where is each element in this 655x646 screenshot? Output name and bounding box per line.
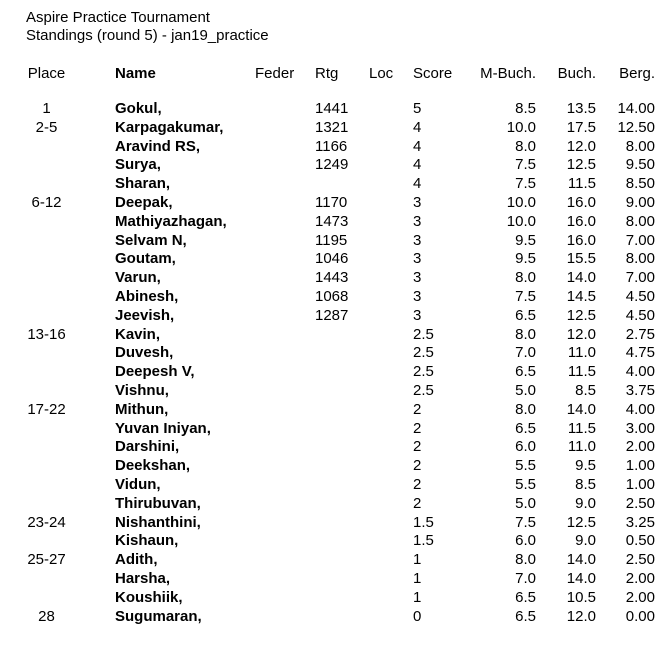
federation-cell <box>255 476 315 495</box>
local-rating-cell <box>369 344 413 363</box>
rating-cell: 1068 <box>315 287 349 305</box>
buchholz-cell: 16.0 <box>566 212 596 230</box>
score-cell: 3 <box>413 250 422 268</box>
federation-cell <box>255 401 315 420</box>
federation-cell <box>255 326 315 345</box>
buchholz-cell: 14.0 <box>566 569 596 587</box>
table-row <box>0 138 655 157</box>
local-rating-cell <box>369 326 413 345</box>
player-name-cell: Harsha, <box>115 569 171 587</box>
median-buchholz-cell: 5.5 <box>515 475 536 493</box>
column-header-berg: Berg. <box>619 65 655 82</box>
local-rating-cell <box>369 250 413 269</box>
place-cell: 23-24 <box>27 513 66 531</box>
buchholz-cell: 14.0 <box>566 551 596 569</box>
berger-cell: 0.00 <box>625 607 655 625</box>
federation-cell <box>255 269 315 288</box>
score-cell: 2.5 <box>413 381 434 399</box>
place-cell <box>0 250 115 269</box>
median-buchholz-cell: 7.0 <box>515 344 536 362</box>
federation-cell <box>255 100 315 119</box>
median-buchholz-cell: 6.5 <box>515 607 536 625</box>
median-buchholz-cell: 6.5 <box>515 363 536 381</box>
rating-cell: 1249 <box>315 156 349 174</box>
federation-cell <box>255 551 315 570</box>
federation-cell <box>255 608 315 627</box>
score-cell: 3 <box>413 212 422 230</box>
table-row <box>0 288 655 307</box>
place-cell <box>0 570 115 589</box>
place-cell <box>0 344 115 363</box>
table-row <box>0 476 655 495</box>
rating-cell <box>315 589 369 608</box>
score-cell: 1 <box>413 588 422 606</box>
place-cell: 6-12 <box>31 193 62 211</box>
berger-cell: 3.75 <box>625 381 655 399</box>
table-row <box>0 589 655 608</box>
place-cell: 17-22 <box>27 400 66 418</box>
score-cell: 1.5 <box>413 513 434 531</box>
berger-cell: 0.50 <box>625 532 655 550</box>
column-header-mbuch: M-Buch. <box>480 65 536 82</box>
table-row <box>0 495 655 514</box>
local-rating-cell <box>369 363 413 382</box>
buchholz-cell: 12.0 <box>566 607 596 625</box>
berger-cell: 8.00 <box>625 137 655 155</box>
rating-cell <box>315 457 369 476</box>
place-cell <box>0 288 115 307</box>
place-cell <box>0 476 115 495</box>
place-cell: 1 <box>42 100 51 117</box>
median-buchholz-cell: 7.5 <box>515 156 536 174</box>
place-cell <box>0 457 115 476</box>
score-cell: 0 <box>413 607 422 625</box>
table-header-row <box>0 63 655 85</box>
federation-cell <box>255 156 315 175</box>
standings-table <box>0 63 655 626</box>
place-cell <box>0 589 115 608</box>
score-cell: 2.5 <box>413 344 434 362</box>
table-row <box>0 344 655 363</box>
player-name-cell: Koushiik, <box>115 588 183 606</box>
player-name-cell: Kishaun, <box>115 532 179 550</box>
buchholz-cell: 15.5 <box>566 250 596 268</box>
median-buchholz-cell: 7.0 <box>515 569 536 587</box>
berger-cell: 2.00 <box>625 569 655 587</box>
local-rating-cell <box>369 194 413 213</box>
place-cell <box>0 363 115 382</box>
federation-cell <box>255 514 315 533</box>
player-name-cell: Deepak, <box>115 193 173 211</box>
score-cell: 1.5 <box>413 532 434 550</box>
player-name-cell: Sharan, <box>115 175 171 193</box>
score-cell: 4 <box>413 137 422 155</box>
player-name-cell: Deepesh V, <box>115 363 195 381</box>
local-rating-cell <box>369 495 413 514</box>
buchholz-cell: 9.0 <box>575 532 596 550</box>
player-name-cell: Aravind RS, <box>115 137 201 155</box>
table-row <box>0 100 655 119</box>
rating-cell <box>315 175 369 194</box>
rating-cell <box>315 551 369 570</box>
score-cell: 1 <box>413 569 422 587</box>
federation-cell <box>255 420 315 439</box>
rating-cell <box>315 570 369 589</box>
median-buchholz-cell: 7.5 <box>515 513 536 531</box>
buchholz-cell: 14.0 <box>566 400 596 418</box>
rating-cell <box>315 401 369 420</box>
buchholz-cell: 8.5 <box>575 475 596 493</box>
local-rating-cell <box>369 608 413 627</box>
score-cell: 2 <box>413 494 422 512</box>
local-rating-cell <box>369 382 413 401</box>
median-buchholz-cell: 5.5 <box>515 457 536 475</box>
rating-cell: 1195 <box>315 231 348 249</box>
rating-cell <box>315 420 369 439</box>
rating-cell <box>315 476 369 495</box>
buchholz-cell: 9.5 <box>575 457 596 475</box>
buchholz-cell: 12.5 <box>566 156 596 174</box>
berger-cell: 2.00 <box>625 588 655 606</box>
table-row <box>0 514 655 533</box>
player-name-cell: Gokul, <box>115 100 162 117</box>
player-name-cell: Deekshan, <box>115 457 191 475</box>
rating-cell <box>315 514 369 533</box>
median-buchholz-cell: 7.5 <box>515 175 536 193</box>
federation-cell <box>255 232 315 251</box>
federation-cell <box>255 288 315 307</box>
column-header-rtg: Rtg <box>315 65 339 82</box>
median-buchholz-cell: 8.0 <box>515 325 536 343</box>
rating-cell <box>315 326 369 345</box>
player-name-cell: Surya, <box>115 156 161 174</box>
player-name-cell: Darshini, <box>115 438 180 456</box>
score-cell: 2.5 <box>413 363 434 381</box>
table-row <box>0 307 655 326</box>
median-buchholz-cell: 6.5 <box>515 306 536 324</box>
local-rating-cell <box>369 100 413 119</box>
berger-cell: 2.00 <box>625 438 655 456</box>
table-row <box>0 156 655 175</box>
score-cell: 1 <box>413 551 422 569</box>
score-cell: 4 <box>413 118 422 136</box>
rating-cell: 1170 <box>315 193 348 211</box>
median-buchholz-cell: 8.0 <box>515 551 536 569</box>
local-rating-cell <box>369 156 413 175</box>
median-buchholz-cell: 6.0 <box>515 532 536 550</box>
rating-cell: 1441 <box>315 100 349 117</box>
berger-cell: 7.00 <box>625 231 655 249</box>
median-buchholz-cell: 9.5 <box>515 250 536 268</box>
rating-cell <box>315 344 369 363</box>
federation-cell <box>255 194 315 213</box>
header-spacer <box>0 85 655 100</box>
rating-cell: 1287 <box>315 306 349 324</box>
local-rating-cell <box>369 288 413 307</box>
place-cell <box>0 495 115 514</box>
player-name-cell: Goutam, <box>115 250 176 268</box>
federation-cell <box>255 532 315 551</box>
player-name-cell: Varun, <box>115 269 161 287</box>
federation-cell <box>255 457 315 476</box>
table-row <box>0 608 655 627</box>
place-cell <box>0 269 115 288</box>
player-name-cell: Vishnu, <box>115 381 169 399</box>
player-name-cell: Karpagakumar, <box>115 118 224 136</box>
berger-cell: 7.00 <box>625 269 655 287</box>
local-rating-cell <box>369 551 413 570</box>
federation-cell <box>255 138 315 157</box>
median-buchholz-cell: 8.5 <box>515 100 536 117</box>
median-buchholz-cell: 6.5 <box>515 588 536 606</box>
score-cell: 2 <box>413 419 422 437</box>
buchholz-cell: 13.5 <box>566 100 596 117</box>
buchholz-cell: 12.5 <box>566 306 596 324</box>
score-cell: 3 <box>413 193 422 211</box>
berger-cell: 4.75 <box>625 344 655 362</box>
federation-cell <box>255 438 315 457</box>
median-buchholz-cell: 9.5 <box>515 231 536 249</box>
median-buchholz-cell: 8.0 <box>515 400 536 418</box>
berger-cell: 2.50 <box>625 494 655 512</box>
buchholz-cell: 11.5 <box>567 363 596 381</box>
score-cell: 4 <box>413 175 422 193</box>
federation-cell <box>255 589 315 608</box>
local-rating-cell <box>369 589 413 608</box>
table-row <box>0 551 655 570</box>
standings-body <box>0 85 655 626</box>
berger-cell: 4.00 <box>625 400 655 418</box>
berger-cell: 2.50 <box>625 551 655 569</box>
buchholz-cell: 14.0 <box>566 269 596 287</box>
player-name-cell: Mithun, <box>115 400 169 418</box>
berger-cell: 8.00 <box>625 212 655 230</box>
buchholz-cell: 12.0 <box>566 325 596 343</box>
buchholz-cell: 12.0 <box>566 137 596 155</box>
score-cell: 5 <box>413 100 422 117</box>
federation-cell <box>255 495 315 514</box>
rating-cell: 1166 <box>315 137 348 155</box>
median-buchholz-cell: 8.0 <box>515 137 536 155</box>
report-header <box>26 9 269 45</box>
rating-cell <box>315 495 369 514</box>
score-cell: 2.5 <box>413 325 434 343</box>
federation-cell <box>255 363 315 382</box>
buchholz-cell: 12.5 <box>566 513 596 531</box>
player-name-cell: Jeevish, <box>115 306 175 324</box>
table-row <box>0 250 655 269</box>
score-cell: 2 <box>413 475 422 493</box>
player-name-cell: Vidun, <box>115 475 161 493</box>
local-rating-cell <box>369 438 413 457</box>
column-header-buch: Buch. <box>557 65 596 82</box>
column-header-place: Place <box>27 65 66 82</box>
table-row <box>0 457 655 476</box>
table-row <box>0 119 655 138</box>
rating-cell <box>315 363 369 382</box>
place-cell <box>0 382 115 401</box>
buchholz-cell: 11.0 <box>567 344 596 362</box>
buchholz-cell: 16.0 <box>566 231 596 249</box>
player-name-cell: Yuvan Iniyan, <box>115 419 211 437</box>
local-rating-cell <box>369 401 413 420</box>
buchholz-cell: 9.0 <box>575 494 596 512</box>
player-name-cell: Adith, <box>115 551 158 569</box>
berger-cell: 1.00 <box>625 457 655 475</box>
median-buchholz-cell: 10.0 <box>506 193 536 211</box>
rating-cell <box>315 608 369 627</box>
place-cell <box>0 138 115 157</box>
buchholz-cell: 17.5 <box>566 118 596 136</box>
local-rating-cell <box>369 213 413 232</box>
column-header-feder: Feder <box>255 65 295 82</box>
buchholz-cell: 8.5 <box>575 381 596 399</box>
table-row <box>0 232 655 251</box>
local-rating-cell <box>369 138 413 157</box>
table-row <box>0 326 655 345</box>
tournament-title: Aspire Practice Tournament <box>26 9 210 26</box>
score-cell: 2 <box>413 400 422 418</box>
place-cell: 13-16 <box>27 325 66 343</box>
player-name-cell: Mathiyazhagan, <box>115 212 227 230</box>
berger-cell: 2.75 <box>625 325 655 343</box>
berger-cell: 3.00 <box>625 419 655 437</box>
score-cell: 3 <box>413 269 422 287</box>
federation-cell <box>255 175 315 194</box>
place-cell <box>0 438 115 457</box>
rating-cell <box>315 438 369 457</box>
berger-cell: 9.50 <box>625 156 655 174</box>
column-header-name: Name <box>115 65 156 82</box>
federation-cell <box>255 382 315 401</box>
median-buchholz-cell: 6.5 <box>515 419 536 437</box>
rating-cell <box>315 382 369 401</box>
local-rating-cell <box>369 420 413 439</box>
buchholz-cell: 11.5 <box>567 175 596 193</box>
table-row <box>0 401 655 420</box>
local-rating-cell <box>369 119 413 138</box>
place-cell <box>0 232 115 251</box>
rating-cell: 1473 <box>315 212 349 230</box>
place-cell <box>0 213 115 232</box>
buchholz-cell: 11.5 <box>567 419 596 437</box>
local-rating-cell <box>369 269 413 288</box>
local-rating-cell <box>369 307 413 326</box>
local-rating-cell <box>369 570 413 589</box>
federation-cell <box>255 213 315 232</box>
place-cell <box>0 156 115 175</box>
table-row <box>0 363 655 382</box>
place-cell: 2-5 <box>35 118 58 136</box>
place-cell <box>0 175 115 194</box>
table-row <box>0 532 655 551</box>
place-cell <box>0 420 115 439</box>
table-row <box>0 382 655 401</box>
berger-cell: 8.00 <box>625 250 655 268</box>
score-cell: 3 <box>413 231 422 249</box>
local-rating-cell <box>369 457 413 476</box>
score-cell: 2 <box>413 457 422 475</box>
local-rating-cell <box>369 175 413 194</box>
buchholz-cell: 14.5 <box>566 287 596 305</box>
place-cell <box>0 532 115 551</box>
column-header-score: Score <box>413 65 453 82</box>
median-buchholz-cell: 5.0 <box>515 494 536 512</box>
place-cell: 28 <box>38 607 55 625</box>
standings-subtitle: Standings (round 5) - jan19_practice <box>26 27 269 44</box>
rating-cell: 1046 <box>315 250 349 268</box>
score-cell: 3 <box>413 287 422 305</box>
federation-cell <box>255 119 315 138</box>
rating-cell: 1321 <box>315 118 349 136</box>
berger-cell: 4.00 <box>625 363 655 381</box>
player-name-cell: Duvesh, <box>115 344 174 362</box>
rating-cell <box>315 532 369 551</box>
median-buchholz-cell: 10.0 <box>506 212 536 230</box>
local-rating-cell <box>369 532 413 551</box>
rating-cell: 1443 <box>315 269 349 287</box>
score-cell: 3 <box>413 306 422 324</box>
local-rating-cell <box>369 232 413 251</box>
buchholz-cell: 10.5 <box>566 588 596 606</box>
berger-cell: 4.50 <box>625 287 655 305</box>
score-cell: 2 <box>413 438 422 456</box>
column-header-loc: Loc <box>369 65 394 82</box>
table-row <box>0 420 655 439</box>
berger-cell: 8.50 <box>625 175 655 193</box>
table-row <box>0 175 655 194</box>
berger-cell: 14.00 <box>617 100 655 117</box>
table-row <box>0 194 655 213</box>
player-name-cell: Nishanthini, <box>115 513 201 531</box>
player-name-cell: Thirubuvan, <box>115 494 201 512</box>
local-rating-cell <box>369 476 413 495</box>
berger-cell: 12.50 <box>617 118 655 136</box>
place-cell: 25-27 <box>27 551 66 569</box>
federation-cell <box>255 250 315 269</box>
median-buchholz-cell: 7.5 <box>515 287 536 305</box>
score-cell: 4 <box>413 156 422 174</box>
federation-cell <box>255 344 315 363</box>
player-name-cell: Selvam N, <box>115 231 187 249</box>
berger-cell: 1.00 <box>625 475 655 493</box>
median-buchholz-cell: 6.0 <box>515 438 536 456</box>
table-row <box>0 213 655 232</box>
table-row <box>0 570 655 589</box>
buchholz-cell: 11.0 <box>567 438 596 456</box>
player-name-cell: Kavin, <box>115 325 161 343</box>
berger-cell: 9.00 <box>625 193 655 211</box>
table-row <box>0 438 655 457</box>
player-name-cell: Abinesh, <box>115 287 179 305</box>
local-rating-cell <box>369 514 413 533</box>
berger-cell: 4.50 <box>625 306 655 324</box>
median-buchholz-cell: 10.0 <box>506 118 536 136</box>
buchholz-cell: 16.0 <box>566 193 596 211</box>
federation-cell <box>255 570 315 589</box>
median-buchholz-cell: 5.0 <box>515 381 536 399</box>
median-buchholz-cell: 8.0 <box>515 269 536 287</box>
table-row <box>0 269 655 288</box>
place-cell <box>0 307 115 326</box>
player-name-cell: Sugumaran, <box>115 607 202 625</box>
berger-cell: 3.25 <box>625 513 655 531</box>
federation-cell <box>255 307 315 326</box>
